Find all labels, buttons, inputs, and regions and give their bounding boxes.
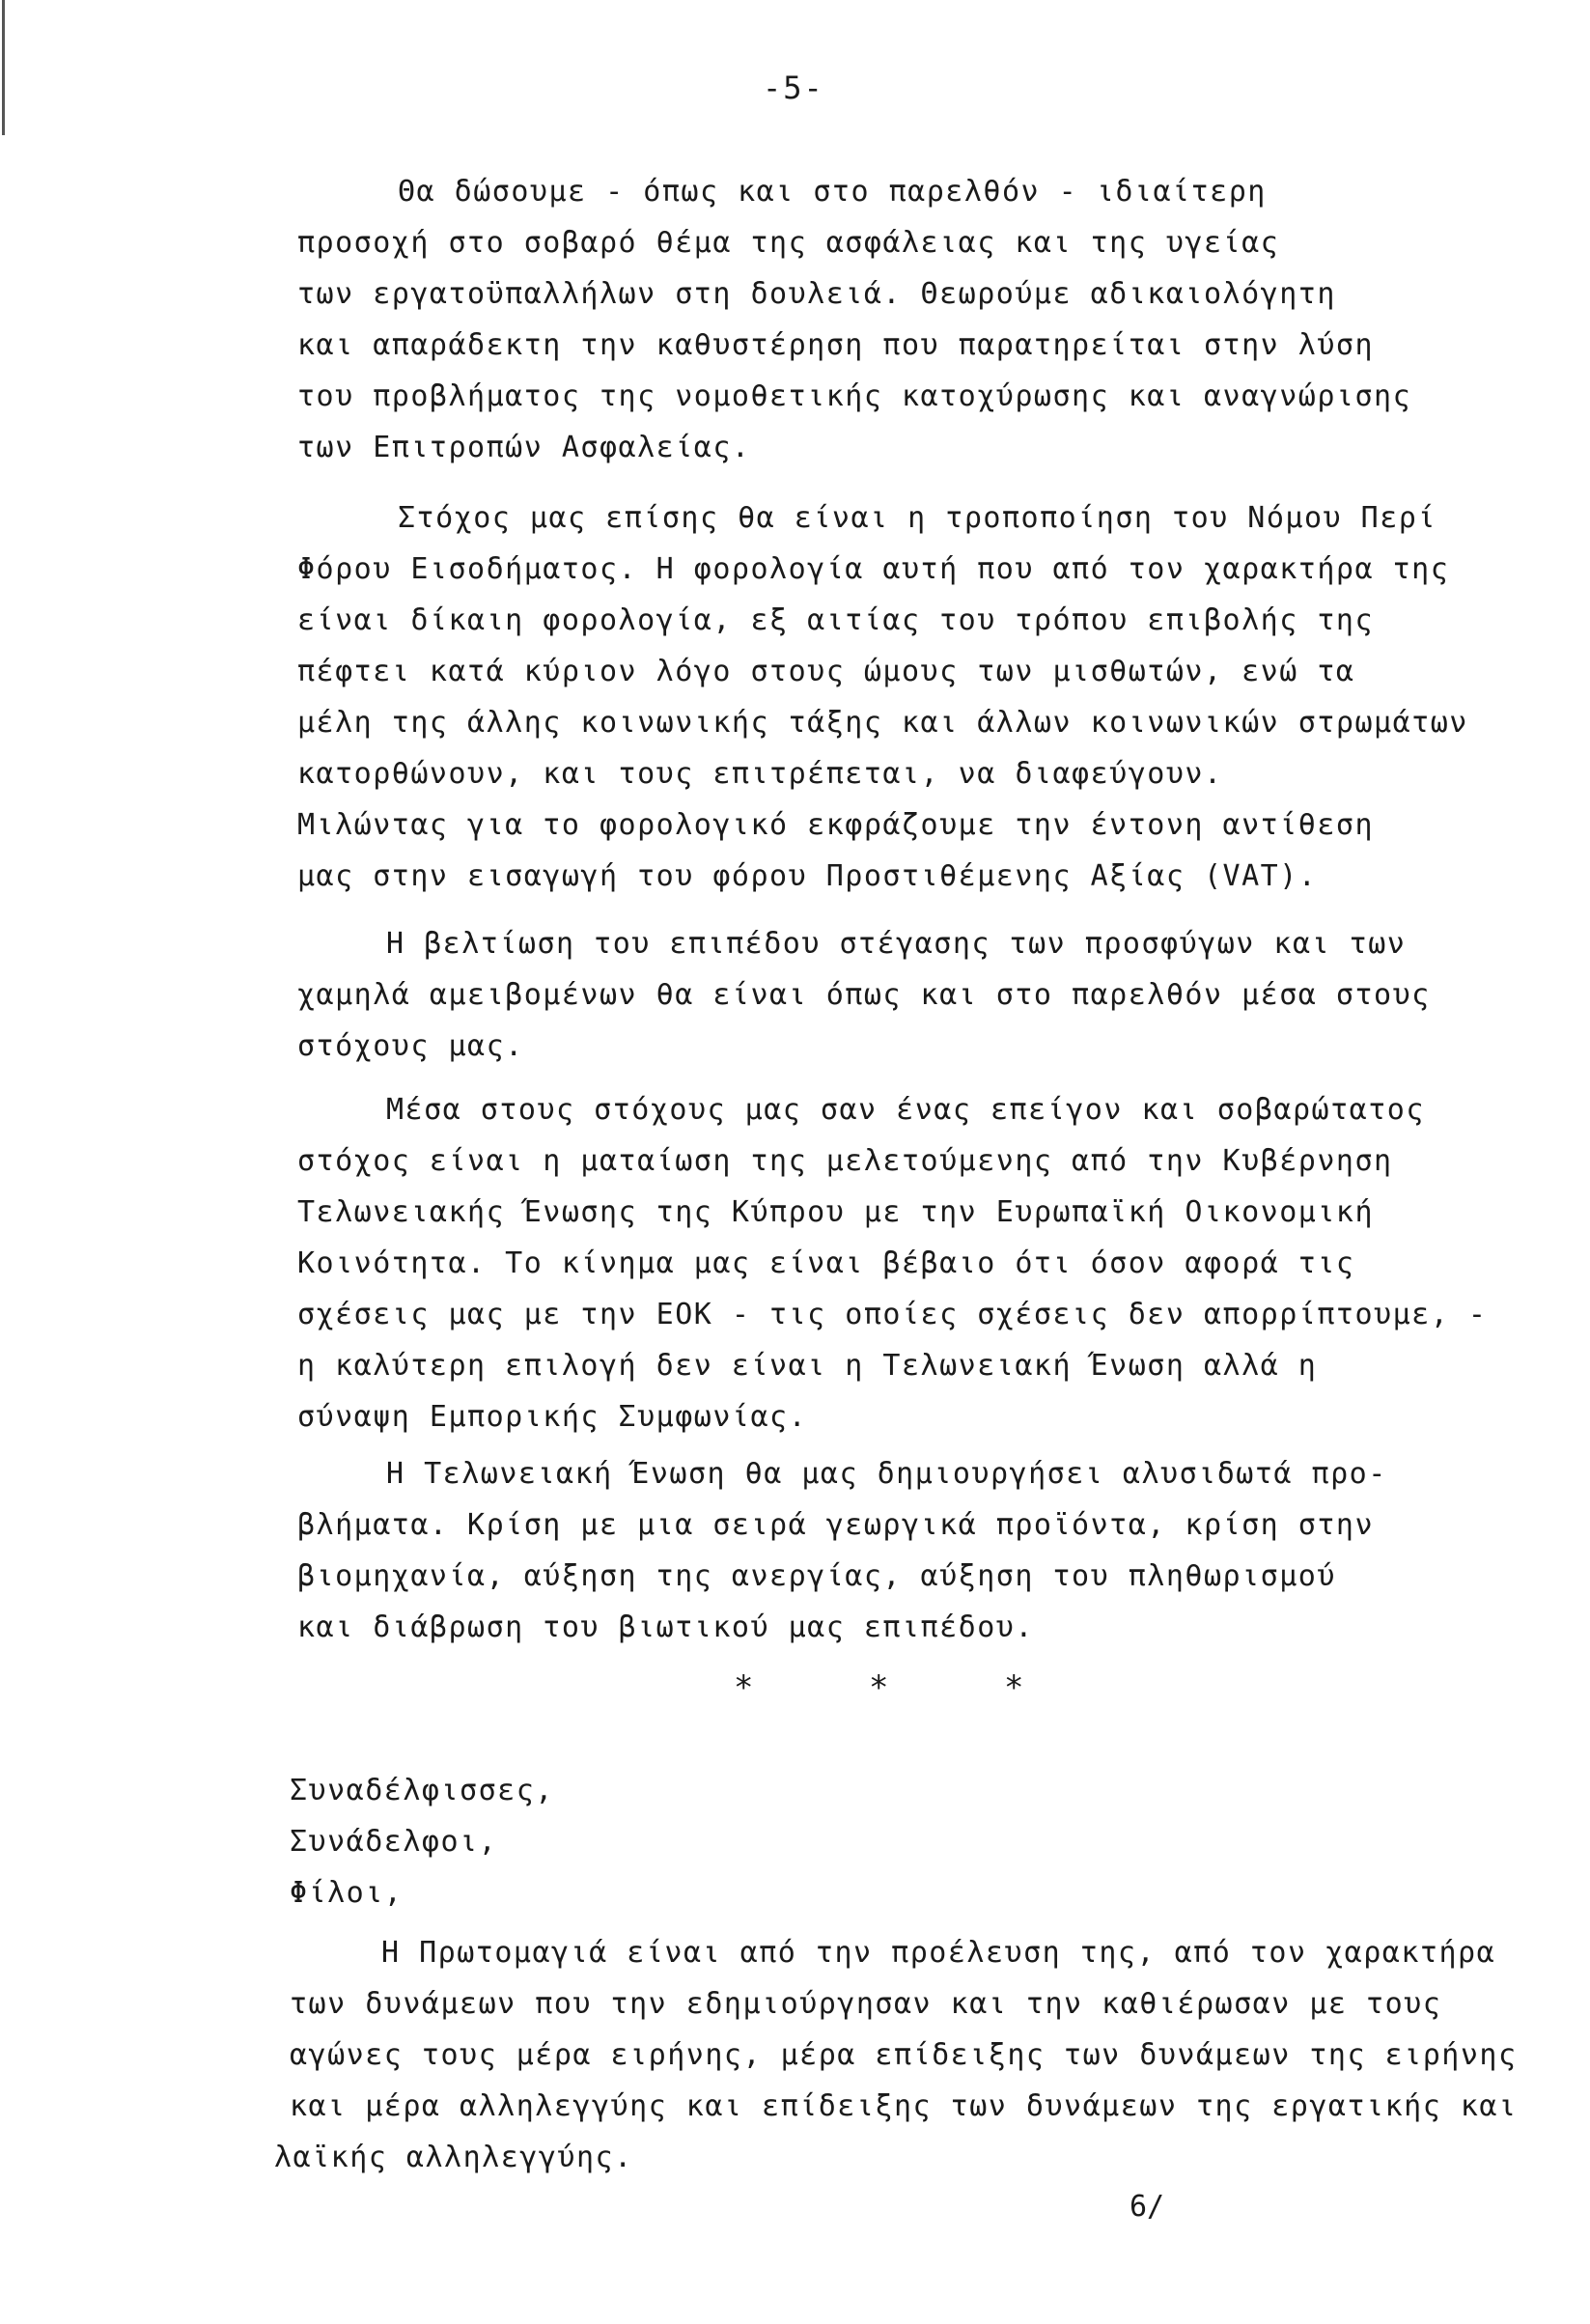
paragraph-1-line-1: Θα δώσουμε - όπως και στο παρελθόν - ιδιαίτερη (398, 175, 1267, 209)
paragraph-5-line-3: βιομηχανία, αύξηση της ανεργίας, αύξηση του πληθωρισμού (297, 1559, 1336, 1593)
closing-line-3: αγώνες τους μέρα ειρήνης, μέρα επίδειξης των δυνάμεων της ειρήνης (290, 2038, 1518, 2072)
closing-line-2: των δυνάμεων που την εδημιούργησαν και την καθιέρωσαν με τους (290, 1987, 1442, 2021)
page-number: -5- (763, 70, 824, 106)
paragraph-4-line-5: σχέσεις μας με την ΕΟΚ - τις οποίες σχέσεις δεν απορρίπτουμε, - (297, 1298, 1488, 1331)
paragraph-1-line-4: και απαράδεκτη την καθυστέρηση που παρατηρείται στην λύση (297, 328, 1375, 362)
paragraph-5-line-1: Η Τελωνειακή Ένωση θα μας δημιουργήσει αλυσιδωτά προ- (386, 1457, 1387, 1491)
closing-line-5: λαϊκής αλληλεγγύης. (274, 2141, 633, 2174)
section-separator (734, 1668, 1139, 1707)
paragraph-4-line-3: Τελωνειακής Ένωσης της Κύπρου με την Ευρωπαϊκή Οικονομική (297, 1195, 1375, 1229)
paragraph-2-line-2: Φόρου Εισοδήματος. Η φορολογία αυτή που από τον χαρακτήρα της (297, 552, 1450, 586)
paragraph-1-line-2: προσοχή στο σοβαρό θέμα της ασφάλειας και της υγείας (297, 226, 1280, 260)
next-page-marker: 6/ (1130, 2190, 1165, 2224)
paragraph-2-line-6: κατορθώνουν, και τους επιτρέπεται, να διαφεύγουν. (297, 757, 1223, 791)
paragraph-5-line-4: και διάβρωση του βιωτικού μας επιπέδου. (297, 1610, 1034, 1644)
paragraph-4-line-2: στόχος είναι η ματαίωση της μελετούμενης από την Κυβέρνηση (297, 1144, 1393, 1178)
paragraph-3-line-2: χαμηλά αμειβομένων θα είναι όπως και στο παρελθόν μέσα στους (297, 978, 1431, 1012)
separator-star: * (734, 1668, 754, 1707)
paragraph-2-line-7: Μιλώντας για το φορολογικό εκφράζουμε την έντονη αντίθεση (297, 808, 1375, 842)
paragraph-4-line-1: Μέσα στους στόχους μας σαν ένας επείγον και σοβαρώτατος (386, 1093, 1425, 1127)
salutation-line-1: Συναδέλφισσες, (290, 1774, 554, 1807)
paragraph-4-line-6: η καλύτερη επιλογή δεν είναι η Τελωνειακή Ένωση αλλά η (297, 1349, 1318, 1383)
scan-edge-line (2, 0, 5, 135)
paragraph-2-line-5: μέλη της άλλης κοινωνικής τάξης και άλλων κοινωνικών στρωμάτων (297, 706, 1468, 740)
paragraph-4-line-4: Κοινότητα. Το κίνημα μας είναι βέβαιο ότι όσον αφορά τις (297, 1246, 1355, 1280)
separator-star: * (869, 1668, 889, 1707)
paragraph-2-line-3: είναι δίκαιη φορολογία, εξ αιτίας του τρόπου επιβολής της (297, 603, 1375, 637)
salutation-line-2: Συνάδελφοι, (290, 1825, 498, 1859)
paragraph-1-line-5: του προβλήματος της νομοθετικής κατοχύρωσης και αναγνώρισης (297, 379, 1412, 413)
paragraph-5-line-2: βλήματα. Κρίση με μια σειρά γεωργικά προϊόντα, κρίση στην (297, 1508, 1375, 1542)
closing-line-1: Η Πρωτομαγιά είναι από την προέλευση της, από τον χαρακτήρα (381, 1936, 1496, 1970)
paragraph-1-line-3: των εργατοϋπαλλήλων στη δουλειά. Θεωρούμε αδικαιολόγητη (297, 277, 1336, 311)
closing-line-4: και μέρα αλληλεγγύης και επίδειξης των δυνάμεων της εργατικής και (290, 2089, 1518, 2123)
paragraph-3-line-3: στόχους μας. (297, 1029, 524, 1063)
paragraph-2-line-4: πέφτει κατά κύριον λόγο στους ώμους των μισθωτών, ενώ τα (297, 655, 1355, 688)
paragraph-2-line-1: Στόχος μας επίσης θα είναι η τροποποίηση του Νόμου Περί (398, 501, 1437, 535)
paragraph-3-line-1: Η βελτίωση του επιπέδου στέγασης των προσφύγων και των (386, 927, 1407, 961)
paragraph-2-line-8: μας στην εισαγωγή του φόρου Προστιθέμενης Αξίας (VAT). (297, 859, 1318, 893)
separator-star: * (1004, 1668, 1024, 1707)
salutation-line-3: Φίλοι, (290, 1876, 404, 1910)
paragraph-1-line-6: των Επιτροπών Ασφαλείας. (297, 431, 751, 464)
paragraph-4-line-7: σύναψη Εμπορικής Συμφωνίας. (297, 1400, 808, 1434)
